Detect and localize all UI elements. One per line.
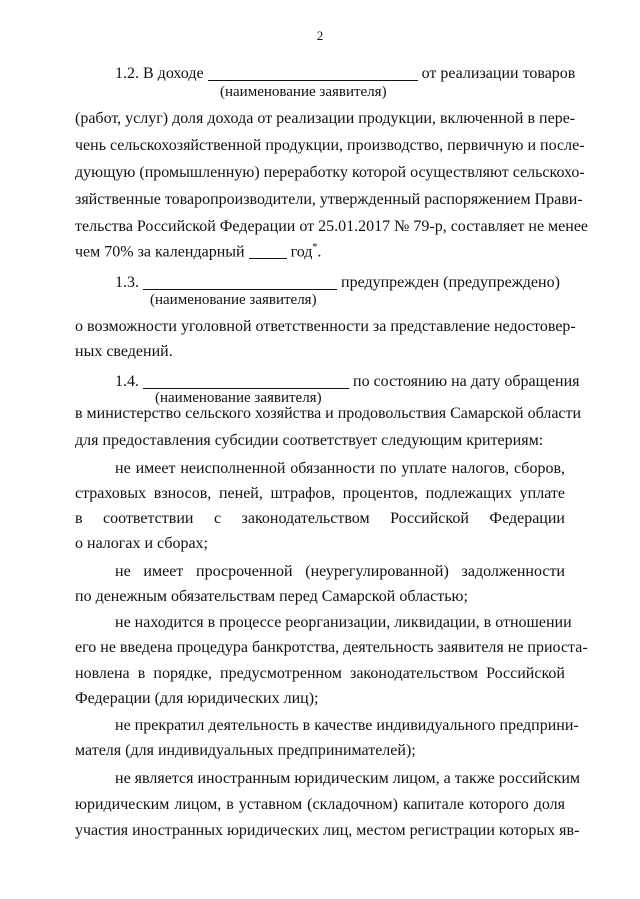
criterion-3-line-1: не находится в процессе реорганизации, ликвидации, в отношении: [115, 614, 572, 631]
s12-last-prefix: чем 70% за календарный: [75, 243, 245, 261]
s14-blank-field: [143, 372, 349, 389]
criterion-1-line-2: страховых взносов, пеней, штрафов, процентов, подлежащих уплате: [75, 485, 565, 502]
footnote-mark: *: [312, 242, 318, 253]
criterion-1-line-1: не имеет неисполненной обязанности по уплате налогов, сборов,: [115, 460, 565, 477]
s14-line-2: для предоставления субсидии соответствует следующим критериям:: [75, 432, 544, 449]
s14-line-1: в министерство сельского хозяйства и продовольствия Самарской области: [75, 405, 582, 422]
criterion-2-line-1: не имеет просроченной (неурегулированной) задолженности: [115, 563, 565, 580]
s13-prefix: 1.3.: [115, 274, 139, 291]
s12-line-3: дующую (промышленную) переработку которой осуществляют сельскохо-: [75, 164, 585, 181]
s12-caption: (наименование заявителя): [220, 84, 387, 100]
criterion-3-line-3: новлена в порядке, предусмотренном законодательством Российской: [75, 665, 565, 682]
criterion-5-line-1: не является иностранным юридическим лицом, а также российским: [115, 770, 581, 787]
s14-suffix: по состоянию на дату обращения: [353, 373, 580, 390]
s12-line-5: тельства Российской Федерации от 25.01.2017 № 79-р, составляет не менее: [75, 218, 589, 235]
s12-last-suffix: год: [290, 243, 313, 261]
s13-caption: (наименование заявителя): [150, 292, 317, 308]
s14-caption: (наименование заявителя): [155, 390, 322, 406]
criterion-5-line-2: юридическим лицом, в уставном (складочном) капитале которого доля: [75, 796, 565, 813]
criterion-1-line-4: о налогах и сборах;: [75, 535, 208, 552]
s12-blank-field: [208, 64, 418, 81]
criterion-3-line-2: его не введена процедура банкротства, деятельность заявителя не приоста-: [75, 639, 588, 656]
page-number: 2: [316, 28, 324, 43]
criterion-3-line-4: Федерации (для юридических лиц);: [75, 690, 319, 707]
s12-line-4: зяйственные товаропроизводители, утвержденный распоряжением Прави-: [75, 191, 583, 208]
s13-line-1: о возможности уголовной ответственности за представление недостовер-: [75, 318, 576, 335]
s12-year-blank: [249, 242, 287, 259]
criterion-1-line-3: в соответствии с законодательством Российской Федерации: [75, 510, 565, 527]
s13-line-2: ных сведений.: [75, 343, 173, 360]
s12-last-line: [75, 242, 321, 261]
s12-suffix: от реализации товаров: [421, 65, 576, 82]
s12-prefix: 1.2. В доходе: [115, 65, 204, 82]
s13-suffix: предупрежден (предупреждено): [341, 274, 560, 291]
criterion-5-line-3: участия иностранных юридических лиц, местом регистрации которых яв-: [75, 822, 580, 839]
s13-blank-field: [143, 273, 337, 290]
s13-heading-line: [115, 273, 560, 292]
s14-heading-line: [115, 372, 580, 391]
s14-prefix: 1.4.: [115, 373, 139, 390]
criterion-4-line-2: мателя (для индивидуальных предпринимателей);: [75, 742, 416, 759]
s12-line-2: чень сельскохозяйственной продукции, производство, первичную и после-: [75, 137, 585, 154]
criterion-4-line-1: не прекратил деятельность в качестве индивидуального предприни-: [115, 717, 579, 734]
criterion-2-line-2: по денежным обязательствам перед Самарской областью;: [75, 588, 468, 605]
s12-line-1: (работ, услуг) доля дохода от реализации продукции, включенной в пере-: [75, 110, 576, 127]
s12-last-end: .: [317, 243, 322, 261]
s12-heading-line: [115, 64, 575, 83]
